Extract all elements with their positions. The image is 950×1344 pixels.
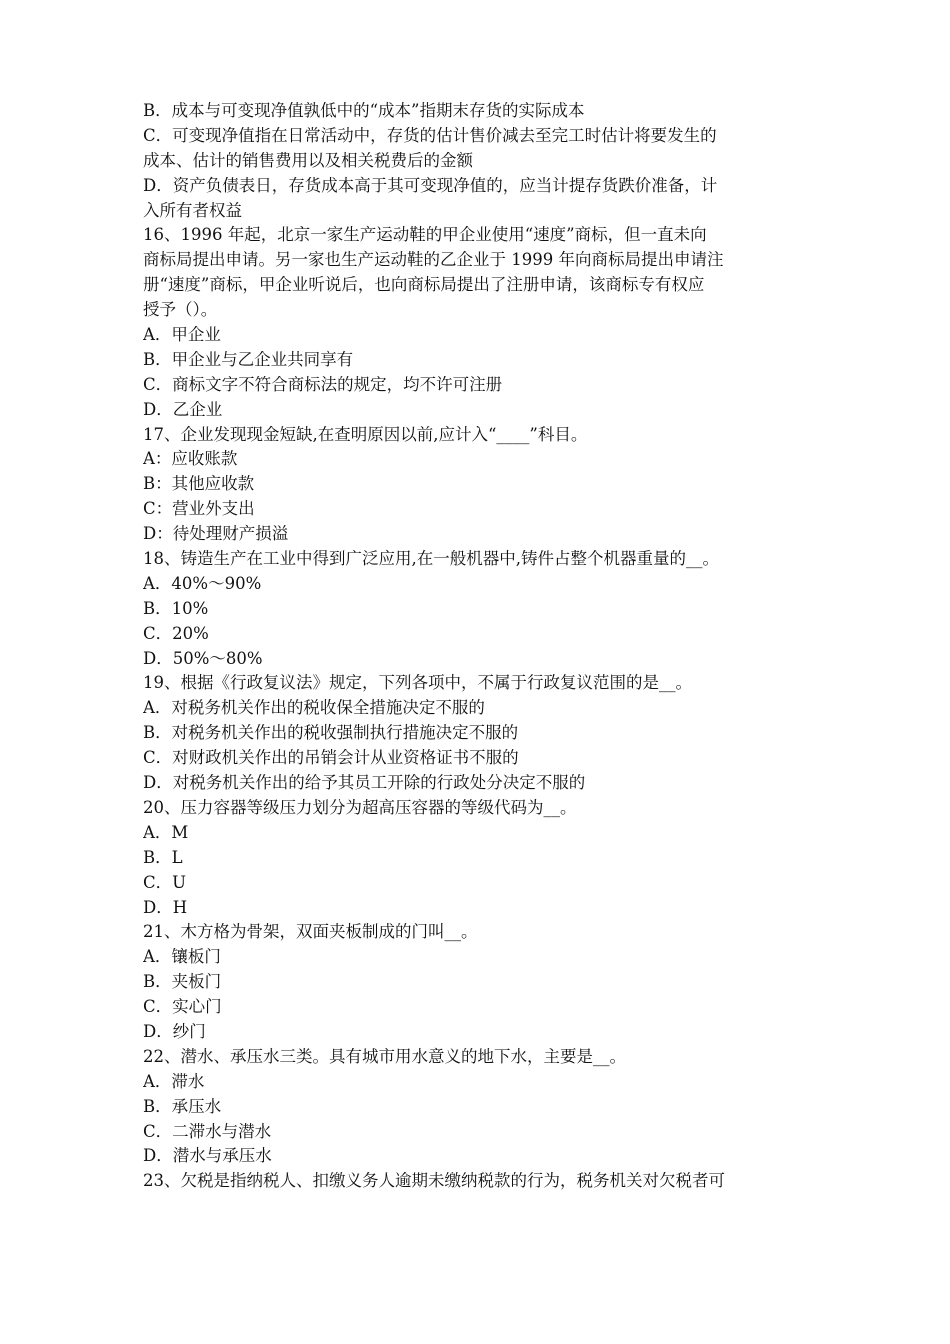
text-line: A．滞水: [143, 1071, 205, 1091]
text-line: D．50%～80%: [143, 648, 263, 668]
text-line: A．甲企业: [143, 325, 221, 345]
text-line: C．商标文字不符合商标法的规定，均不许可注册: [143, 374, 503, 394]
text-line: B．成本与可变现净值孰低中的“成本”指期末存货的实际成本: [143, 101, 585, 120]
text-line: 21、木方格为骨架，双面夹板制成的门叫__。: [143, 922, 478, 942]
text-line: B．甲企业与乙企业共同享有: [143, 349, 354, 369]
text-line: C．U: [143, 872, 187, 892]
text-line: D：待处理财产损溢: [143, 524, 289, 544]
text-line: B．10%: [143, 598, 209, 618]
text-line: A：应收账款: [143, 449, 238, 469]
text-line: C：营业外支出: [143, 499, 255, 519]
text-line: D．对税务机关作出的给予其员工开除的行政处分决定不服的: [143, 773, 586, 793]
text-line: A．对税务机关作出的税收保全措施决定不服的: [143, 698, 485, 718]
text-line: D．乙企业: [143, 399, 223, 419]
text-line: 22、潜水、承压水三类。具有城市用水意义的地下水，主要是__。: [143, 1046, 626, 1066]
text-line: D．纱门: [143, 1021, 206, 1041]
text-line: B．夹板门: [143, 972, 222, 992]
text-line: B．承压水: [143, 1096, 222, 1116]
text-line: 23、欠税是指纳税人、扣缴义务人逾期未缴纳税款的行为，税务机关对欠税者可: [143, 1171, 725, 1191]
text-line: 商标局提出申请。另一家也生产运动鞋的乙企业于 1999 年向商标局提出申请注: [143, 250, 724, 270]
text-line: B．对税务机关作出的税收强制执行措施决定不服的: [143, 723, 519, 743]
text-line: B：其他应收款: [143, 474, 255, 494]
text-line: C．对财政机关作出的吊销会计从业资格证书不服的: [143, 748, 519, 768]
text-line: 17、企业发现现金短缺,在查明原因以前,应计入“____”科目。: [143, 424, 588, 444]
text-line: D．资产负债表日，存货成本高于其可变现净值的，应当计提存货跌价准备，计: [143, 175, 718, 195]
text-line: 19、根据《行政复议法》规定，下列各项中，不属于行政复议范围的是__。: [143, 673, 692, 693]
text-line: A．40%～90%: [143, 573, 262, 593]
text-line: C．可变现净值指在日常活动中，存货的估计售价减去至完工时估计将要发生的: [143, 125, 717, 145]
text-line: 16、1996 年起，北京一家生产运动鞋的甲企业使用“速度”商标，但一直未向: [143, 225, 707, 245]
text-line: C．二滞水与潜水: [143, 1121, 272, 1141]
text-line: C．实心门: [143, 997, 222, 1017]
text-line: D．H: [143, 897, 188, 917]
text-line: C．20%: [143, 623, 209, 643]
text-line: A．M: [143, 822, 189, 842]
text-line: 授予（）。: [143, 300, 218, 320]
text-line: 入所有者权益: [143, 200, 242, 220]
text-line: 20、压力容器等级压力划分为超高压容器的等级代码为__。: [143, 797, 577, 817]
text-line: B．L: [143, 847, 183, 867]
text-line: 18、铸造生产在工业中得到广泛应用,在一般机器中,铸件占整个机器重量的__。: [143, 549, 719, 569]
text-line: 册“速度”商标，甲企业听说后，也向商标局提出了注册申请，该商标专有权应: [143, 275, 705, 295]
text-line: 成本、估计的销售费用以及相关税费后的金额: [143, 150, 473, 170]
text-line: D．潜水与承压水: [143, 1146, 272, 1166]
document-body: [143, 99, 823, 1194]
text-line: A．镶板门: [143, 947, 221, 967]
